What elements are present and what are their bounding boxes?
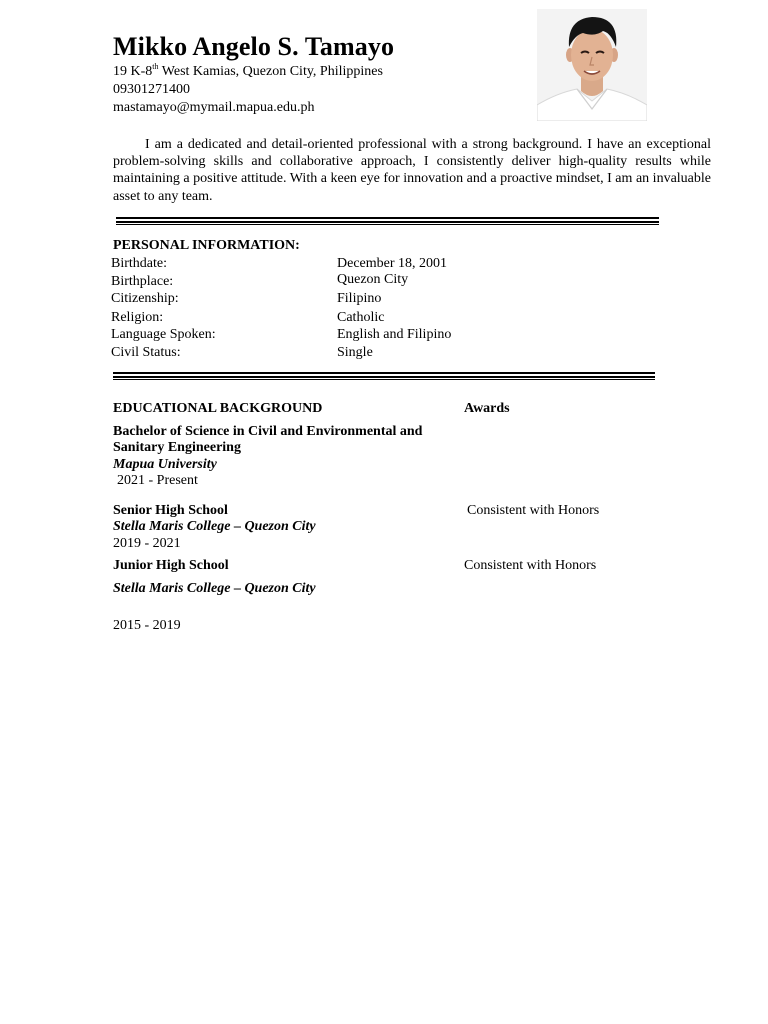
address-superscript: th: [152, 62, 159, 71]
info-label-birthplace: Birthplace:: [111, 274, 174, 289]
info-value-civil-status: Single: [337, 345, 373, 360]
info-value-birthplace: Quezon City: [337, 272, 409, 287]
email-address: mastamayo@mymail.mapua.edu.ph: [113, 100, 315, 115]
info-label-language: Language Spoken:: [111, 327, 216, 342]
profile-photo: [537, 9, 647, 121]
address-prefix: 19 K-8: [113, 64, 153, 79]
info-value-citizenship: Filipino: [337, 291, 382, 306]
education-award: Consistent with Honors: [467, 503, 600, 518]
education-school: Stella Maris College – Quezon City: [113, 581, 316, 596]
education-years: 2021 - Present: [117, 473, 198, 488]
info-value-language: English and Filipino: [337, 327, 452, 342]
resume-name: Mikko Angelo S. Tamayo: [113, 32, 395, 61]
awards-heading: Awards: [464, 401, 510, 416]
info-label-civil-status: Civil Status:: [111, 345, 181, 360]
professional-summary: I am a dedicated and detail-oriented professional with a strong background. I have an exceptional problem-solving skills and collaborative approach, I consistently deliver high-quality results while maintaining a positive attitude. With a keen eye for innovation and a proactive mindset, I am an invaluable asset to any team.: [113, 137, 711, 204]
education-school: Stella Maris College – Quezon City: [113, 519, 316, 534]
info-value-religion: Catholic: [337, 310, 385, 325]
address: [113, 64, 383, 80]
education-school: Mapua University: [113, 457, 217, 472]
education-level: Junior High School: [113, 558, 229, 573]
profile-photo-drawing: [537, 9, 647, 121]
section-divider: [113, 372, 655, 381]
info-label-citizenship: Citizenship:: [111, 291, 179, 306]
info-label-birthdate: Birthdate:: [111, 256, 167, 271]
education-level: Senior High School: [113, 503, 228, 518]
education-award: Consistent with Honors: [464, 558, 597, 573]
education-years: 2019 - 2021: [113, 536, 181, 551]
education-degree: Bachelor of Science in Civil and Environmental and: [113, 424, 423, 439]
education-heading: EDUCATIONAL BACKGROUND: [113, 401, 323, 416]
education-degree-cont: Sanitary Engineering: [113, 440, 241, 455]
education-years: 2015 - 2019: [113, 618, 181, 633]
info-label-religion: Religion:: [111, 310, 164, 325]
section-divider: [116, 217, 659, 226]
personal-info-heading: PERSONAL INFORMATION:: [113, 238, 300, 253]
phone-number: 09301271400: [113, 82, 190, 97]
info-value-birthdate: December 18, 2001: [337, 256, 448, 271]
address-suffix: West Kamias, Quezon City, Philippines: [158, 64, 383, 79]
